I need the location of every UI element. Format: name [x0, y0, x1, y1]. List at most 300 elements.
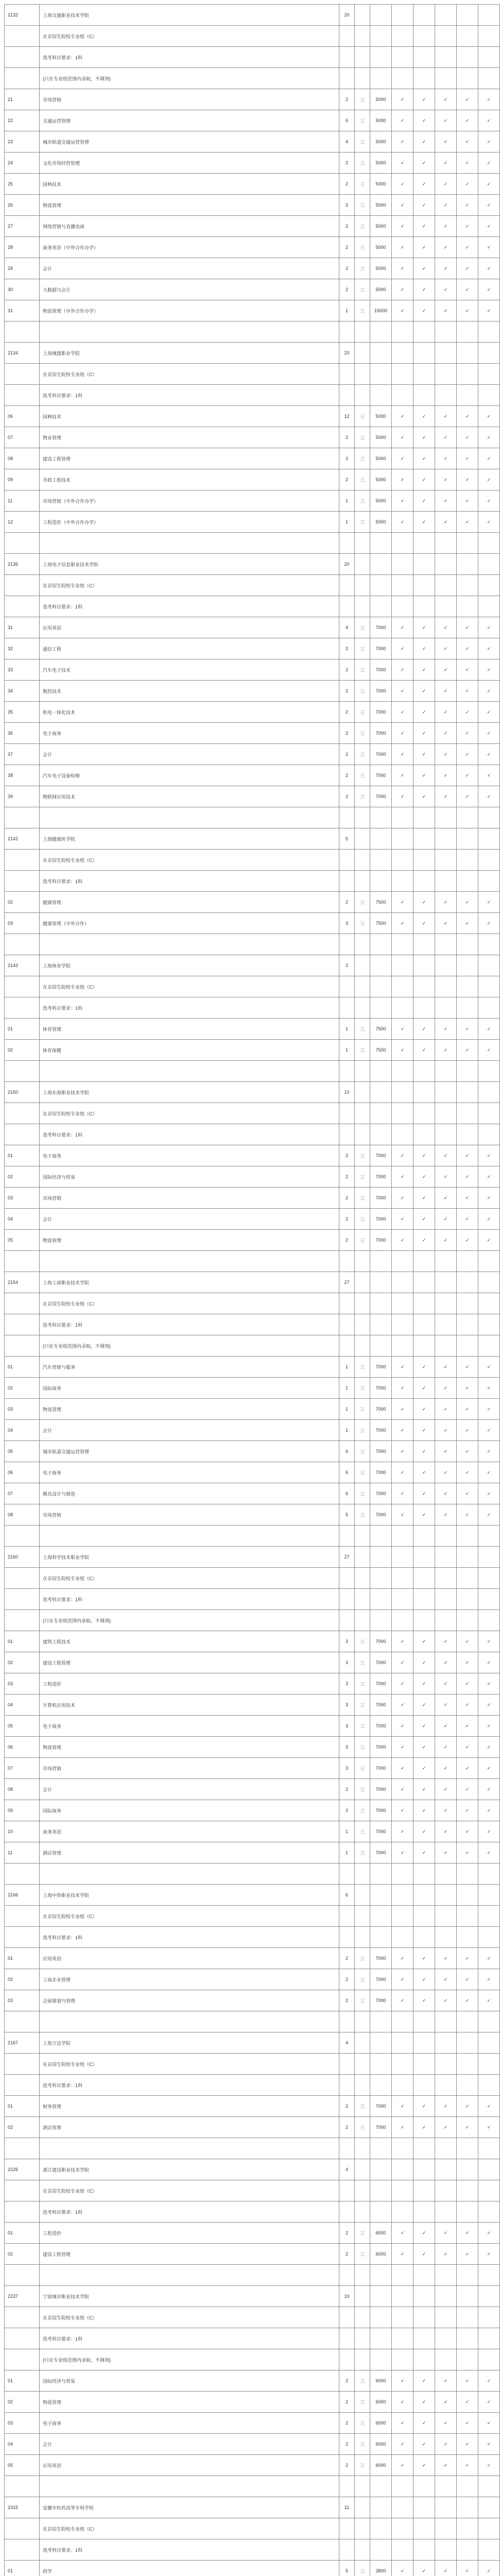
count-cell: 2 — [339, 765, 355, 786]
check-cell: ✓ — [457, 512, 478, 533]
fee-cell — [370, 343, 392, 364]
check-cell — [392, 2159, 413, 2180]
check-cell — [478, 2518, 500, 2539]
table-row — [5, 871, 500, 892]
check-cell: ✓ — [457, 765, 478, 786]
duration-cell — [355, 1124, 370, 1145]
name-cell: 选考科目要求：1科 — [40, 871, 339, 892]
name-cell: 商务英语（中外合作办学） — [40, 237, 339, 258]
name-cell: 上海体育学院 — [40, 955, 339, 976]
duration-cell: 三 — [355, 1673, 370, 1694]
check-cell — [413, 2159, 435, 2180]
count-cell: 1 — [339, 1040, 355, 1061]
check-cell: ✓ — [392, 406, 413, 427]
check-cell: ✓ — [478, 174, 500, 195]
fee-cell: 7000 — [370, 786, 392, 807]
duration-cell: 三 — [355, 1230, 370, 1251]
code-cell: 01 — [5, 1145, 40, 1166]
check-cell: ✓ — [392, 195, 413, 216]
count-cell — [339, 2201, 355, 2223]
check-cell — [435, 1272, 457, 1293]
check-cell: ✓ — [413, 1842, 435, 1863]
count-cell — [339, 1251, 355, 1272]
check-cell: ✓ — [392, 1737, 413, 1758]
count-cell — [339, 26, 355, 47]
check-cell: ✓ — [413, 1652, 435, 1673]
fee-cell: 7500 — [370, 1040, 392, 1061]
duration-cell — [355, 2539, 370, 2561]
check-cell: ✓ — [392, 1779, 413, 1800]
check-cell: ✓ — [478, 1758, 500, 1779]
fee-cell — [370, 2286, 392, 2307]
check-cell — [478, 1906, 500, 1927]
check-cell — [392, 1568, 413, 1589]
fee-cell: 5000 — [370, 448, 392, 469]
check-cell: ✓ — [457, 279, 478, 300]
duration-cell: 三 — [355, 1969, 370, 1990]
check-cell — [413, 1589, 435, 1610]
check-cell: ✓ — [478, 2096, 500, 2117]
check-cell — [457, 533, 478, 554]
name-cell: 会计 — [40, 1779, 339, 1800]
count-cell — [339, 850, 355, 871]
check-cell — [392, 554, 413, 575]
name-cell: 上海电子信息职业技术学院 — [40, 554, 339, 575]
check-cell — [392, 2011, 413, 2032]
check-cell — [392, 1272, 413, 1293]
check-cell — [392, 2286, 413, 2307]
count-cell: 2 — [339, 237, 355, 258]
duration-cell: 三 — [355, 512, 370, 533]
table-row — [5, 1694, 500, 1716]
check-cell — [478, 2349, 500, 2370]
fee-cell — [370, 2075, 392, 2096]
check-cell — [392, 1526, 413, 1547]
duration-cell — [355, 533, 370, 554]
code-cell — [5, 533, 40, 554]
fee-cell: 5000 — [370, 279, 392, 300]
check-cell — [457, 343, 478, 364]
check-cell: ✓ — [435, 469, 457, 490]
name-cell: 工程造价（中外合作办学） — [40, 512, 339, 533]
fee-cell: 15000 — [370, 300, 392, 321]
check-cell: ✓ — [413, 152, 435, 174]
check-cell: ✓ — [413, 786, 435, 807]
check-cell — [457, 2138, 478, 2159]
check-cell — [457, 871, 478, 892]
count-cell: 3 — [339, 1631, 355, 1652]
check-cell: ✓ — [478, 512, 500, 533]
code-cell: 31 — [5, 617, 40, 638]
check-cell — [457, 1589, 478, 1610]
table-row — [5, 1188, 500, 1209]
check-cell: ✓ — [392, 913, 413, 934]
check-cell — [478, 2307, 500, 2328]
name-cell: 文化市场经营管理 — [40, 152, 339, 174]
check-cell — [435, 343, 457, 364]
check-cell — [457, 1293, 478, 1314]
fee-cell — [370, 871, 392, 892]
fee-cell — [370, 364, 392, 385]
code-cell: 02 — [5, 2117, 40, 2138]
check-cell: ✓ — [392, 1504, 413, 1526]
name-cell: 商务英语 — [40, 1821, 339, 1842]
check-cell — [457, 2518, 478, 2539]
count-cell: 2 — [339, 216, 355, 237]
table-row — [5, 1631, 500, 1652]
check-cell: ✓ — [392, 2223, 413, 2244]
check-cell — [478, 1610, 500, 1631]
check-cell — [457, 2201, 478, 2223]
table-row — [5, 2223, 500, 2244]
check-cell — [457, 976, 478, 997]
check-cell: ✓ — [478, 89, 500, 110]
duration-cell — [355, 1314, 370, 1335]
duration-cell: 三 — [355, 131, 370, 152]
table-row — [5, 1124, 500, 1145]
table-row — [5, 321, 500, 343]
table-row — [5, 1842, 500, 1863]
table-row — [5, 1483, 500, 1504]
code-cell: 2160 — [5, 1547, 40, 1568]
duration-cell: 三 — [355, 490, 370, 512]
check-cell: ✓ — [413, 1821, 435, 1842]
count-cell: 2 — [339, 723, 355, 744]
check-cell — [478, 2011, 500, 2032]
code-cell — [5, 1863, 40, 1885]
table-row — [5, 2159, 500, 2180]
table-row — [5, 1969, 500, 1990]
duration-cell — [355, 2201, 370, 2223]
check-cell — [435, 997, 457, 1019]
check-cell: ✓ — [435, 786, 457, 807]
table-row — [5, 681, 500, 702]
check-cell: ✓ — [457, 1504, 478, 1526]
name-cell: 通信工程 — [40, 638, 339, 659]
duration-cell: 三 — [355, 1399, 370, 1420]
check-cell — [392, 2265, 413, 2286]
check-cell — [457, 385, 478, 406]
code-cell: 01 — [5, 2223, 40, 2244]
check-cell: ✓ — [457, 913, 478, 934]
check-cell — [413, 2328, 435, 2349]
name-cell: 财务管理 — [40, 2096, 339, 2117]
code-cell: 04 — [5, 1694, 40, 1716]
check-cell: ✓ — [435, 1188, 457, 1209]
fee-cell — [370, 1885, 392, 1906]
code-cell: 02 — [5, 892, 40, 913]
check-cell — [478, 1251, 500, 1272]
duration-cell — [355, 68, 370, 89]
name-cell: 在京招生院校专业组（C） — [40, 2518, 339, 2539]
code-cell — [5, 1061, 40, 1082]
check-cell: ✓ — [435, 1821, 457, 1842]
check-cell: ✓ — [413, 427, 435, 448]
check-cell: ✓ — [392, 2413, 413, 2434]
check-cell: ✓ — [413, 765, 435, 786]
count-cell: 2 — [339, 2096, 355, 2117]
code-cell: 01 — [5, 1631, 40, 1652]
check-cell: ✓ — [478, 110, 500, 131]
fee-cell — [370, 2518, 392, 2539]
check-cell — [435, 1547, 457, 1568]
count-cell — [339, 871, 355, 892]
duration-cell — [355, 2032, 370, 2054]
duration-cell — [355, 2518, 370, 2539]
check-cell: ✓ — [392, 1631, 413, 1652]
check-cell: ✓ — [478, 1800, 500, 1821]
check-cell: ✓ — [392, 2455, 413, 2476]
check-cell: ✓ — [435, 512, 457, 533]
count-cell: 2 — [339, 638, 355, 659]
name-cell: 市场营销（中外合作办学） — [40, 490, 339, 512]
duration-cell — [355, 5, 370, 26]
duration-cell — [355, 850, 370, 871]
name-cell: 电子商务 — [40, 1145, 339, 1166]
check-cell: ✓ — [478, 1842, 500, 1863]
check-cell: ✓ — [457, 744, 478, 765]
table-row — [5, 807, 500, 828]
code-cell: 03 — [5, 913, 40, 934]
duration-cell — [355, 807, 370, 828]
code-cell: 24 — [5, 152, 40, 174]
check-cell — [457, 2159, 478, 2180]
check-cell — [457, 321, 478, 343]
name-cell: 健康管理 — [40, 892, 339, 913]
check-cell — [413, 2075, 435, 2096]
code-cell — [5, 1335, 40, 1357]
check-cell: ✓ — [457, 152, 478, 174]
check-cell — [413, 2307, 435, 2328]
check-cell — [413, 1251, 435, 1272]
check-cell: ✓ — [413, 1948, 435, 1969]
fee-cell: 7000 — [370, 1230, 392, 1251]
duration-cell — [355, 364, 370, 385]
duration-cell: 三 — [355, 174, 370, 195]
name-cell: 在京招生院校专业组（C） — [40, 850, 339, 871]
count-cell: 6 — [339, 110, 355, 131]
check-cell — [435, 2159, 457, 2180]
check-cell: ✓ — [392, 2392, 413, 2413]
code-cell — [5, 807, 40, 828]
code-cell: 02 — [5, 1040, 40, 1061]
code-cell: 04 — [5, 2434, 40, 2455]
name-cell: 安徽中医药高等专科学校 — [40, 2497, 339, 2518]
table-row — [5, 1061, 500, 1082]
duration-cell — [355, 26, 370, 47]
code-cell: 2142 — [5, 828, 40, 850]
check-cell — [478, 26, 500, 47]
count-cell: 3 — [339, 1758, 355, 1779]
name-cell: 药学 — [40, 2561, 339, 2576]
code-cell: 31 — [5, 300, 40, 321]
count-cell — [339, 1526, 355, 1547]
check-cell — [392, 2476, 413, 2497]
fee-cell — [370, 321, 392, 343]
check-cell: ✓ — [478, 469, 500, 490]
fee-cell: 6000 — [370, 2370, 392, 2392]
check-cell — [413, 997, 435, 1019]
check-cell: ✓ — [478, 1019, 500, 1040]
name-cell: 物流管理 — [40, 1230, 339, 1251]
check-cell — [457, 2265, 478, 2286]
table-row — [5, 1399, 500, 1420]
fee-cell: 7000 — [370, 1758, 392, 1779]
check-cell — [478, 1272, 500, 1293]
count-cell: 4 — [339, 131, 355, 152]
count-cell — [339, 2518, 355, 2539]
code-cell — [5, 2349, 40, 2370]
check-cell — [457, 2497, 478, 2518]
check-cell — [392, 68, 413, 89]
check-cell — [413, 2497, 435, 2518]
table-row — [5, 406, 500, 427]
table-row — [5, 26, 500, 47]
code-cell: 2143 — [5, 955, 40, 976]
check-cell — [413, 2138, 435, 2159]
code-cell — [5, 575, 40, 596]
check-cell — [478, 5, 500, 26]
count-cell: 2 — [339, 469, 355, 490]
check-cell: ✓ — [413, 237, 435, 258]
table-row — [5, 533, 500, 554]
name-cell — [40, 533, 339, 554]
count-cell: 2 — [339, 1188, 355, 1209]
table-row — [5, 2476, 500, 2497]
duration-cell — [355, 1293, 370, 1314]
check-cell — [435, 2307, 457, 2328]
check-cell: ✓ — [457, 258, 478, 279]
code-cell: 25 — [5, 174, 40, 195]
table-row — [5, 279, 500, 300]
code-cell: 03 — [5, 1399, 40, 1420]
check-cell — [392, 47, 413, 68]
name-cell: 汽车电子技术 — [40, 659, 339, 681]
table-row — [5, 1103, 500, 1124]
check-cell: ✓ — [478, 1209, 500, 1230]
check-cell: ✓ — [435, 237, 457, 258]
count-cell — [339, 1335, 355, 1357]
code-cell: 05 — [5, 2455, 40, 2476]
check-cell — [457, 955, 478, 976]
name-cell — [40, 1526, 339, 1547]
count-cell: 2 — [339, 279, 355, 300]
duration-cell: 三 — [355, 152, 370, 174]
count-cell — [339, 1124, 355, 1145]
check-cell: ✓ — [392, 1673, 413, 1694]
check-cell — [478, 554, 500, 575]
fee-cell: 5000 — [370, 110, 392, 131]
count-cell: 2 — [339, 1800, 355, 1821]
count-cell: 2 — [339, 955, 355, 976]
code-cell — [5, 68, 40, 89]
check-cell: ✓ — [413, 2392, 435, 2413]
table-row — [5, 765, 500, 786]
check-cell — [478, 533, 500, 554]
check-cell: ✓ — [478, 2561, 500, 2576]
name-cell: 选考科目要求：1科 — [40, 997, 339, 1019]
name-cell: 在京招生院校专业组（C） — [40, 2180, 339, 2201]
code-cell — [5, 934, 40, 955]
check-cell: ✓ — [413, 1969, 435, 1990]
count-cell — [339, 2328, 355, 2349]
check-cell — [392, 2497, 413, 2518]
code-cell: 22 — [5, 110, 40, 131]
duration-cell: 三 — [355, 617, 370, 638]
check-cell: ✓ — [435, 1378, 457, 1399]
name-cell: 汽车电子设备检修 — [40, 765, 339, 786]
count-cell: 2 — [339, 174, 355, 195]
count-cell — [339, 2075, 355, 2096]
check-cell: ✓ — [435, 617, 457, 638]
check-cell: ✓ — [435, 1441, 457, 1462]
check-cell: ✓ — [392, 490, 413, 512]
fee-cell: 6000 — [370, 2455, 392, 2476]
code-cell — [5, 2518, 40, 2539]
table-row — [5, 638, 500, 659]
duration-cell — [355, 2349, 370, 2370]
check-cell: ✓ — [435, 2117, 457, 2138]
check-cell: ✓ — [413, 406, 435, 427]
check-cell: ✓ — [392, 1800, 413, 1821]
check-cell — [392, 5, 413, 26]
duration-cell — [355, 2180, 370, 2201]
fee-cell: 5000 — [370, 174, 392, 195]
check-cell — [413, 2265, 435, 2286]
table-row — [5, 2244, 500, 2265]
check-cell: ✓ — [457, 1230, 478, 1251]
code-cell: 2136 — [5, 554, 40, 575]
check-cell: ✓ — [413, 1462, 435, 1483]
check-cell — [392, 1863, 413, 1885]
check-cell: ✓ — [413, 1694, 435, 1716]
code-cell: 02 — [5, 2244, 40, 2265]
name-cell: 物流管理（中外合作办学） — [40, 300, 339, 321]
code-cell: 02 — [5, 1166, 40, 1188]
fee-cell — [370, 1568, 392, 1589]
name-cell: 选考科目要求：1科 — [40, 1589, 339, 1610]
table-body — [5, 5, 500, 2576]
fee-cell: 3800 — [370, 2561, 392, 2576]
fee-cell: 5000 — [370, 152, 392, 174]
code-cell: 37 — [5, 744, 40, 765]
check-cell: ✓ — [392, 427, 413, 448]
check-cell: ✓ — [457, 1800, 478, 1821]
duration-cell: 三 — [355, 1166, 370, 1188]
check-cell: ✓ — [413, 1378, 435, 1399]
code-cell: 30 — [5, 279, 40, 300]
check-cell — [478, 2476, 500, 2497]
count-cell: 5 — [339, 828, 355, 850]
check-cell: ✓ — [457, 1019, 478, 1040]
check-cell: ✓ — [413, 448, 435, 469]
count-cell: 1 — [339, 1357, 355, 1378]
check-cell — [413, 807, 435, 828]
check-cell: ✓ — [457, 2455, 478, 2476]
fee-cell — [370, 1082, 392, 1103]
code-cell: 08 — [5, 448, 40, 469]
check-cell: ✓ — [435, 195, 457, 216]
check-cell — [392, 385, 413, 406]
count-cell: 6 — [339, 1483, 355, 1504]
check-cell — [435, 2349, 457, 2370]
code-cell: 2134 — [5, 343, 40, 364]
name-cell: 国际商务 — [40, 1800, 339, 1821]
check-cell: ✓ — [478, 131, 500, 152]
check-cell — [435, 2328, 457, 2349]
fee-cell: 6000 — [370, 2413, 392, 2434]
check-cell — [478, 47, 500, 68]
